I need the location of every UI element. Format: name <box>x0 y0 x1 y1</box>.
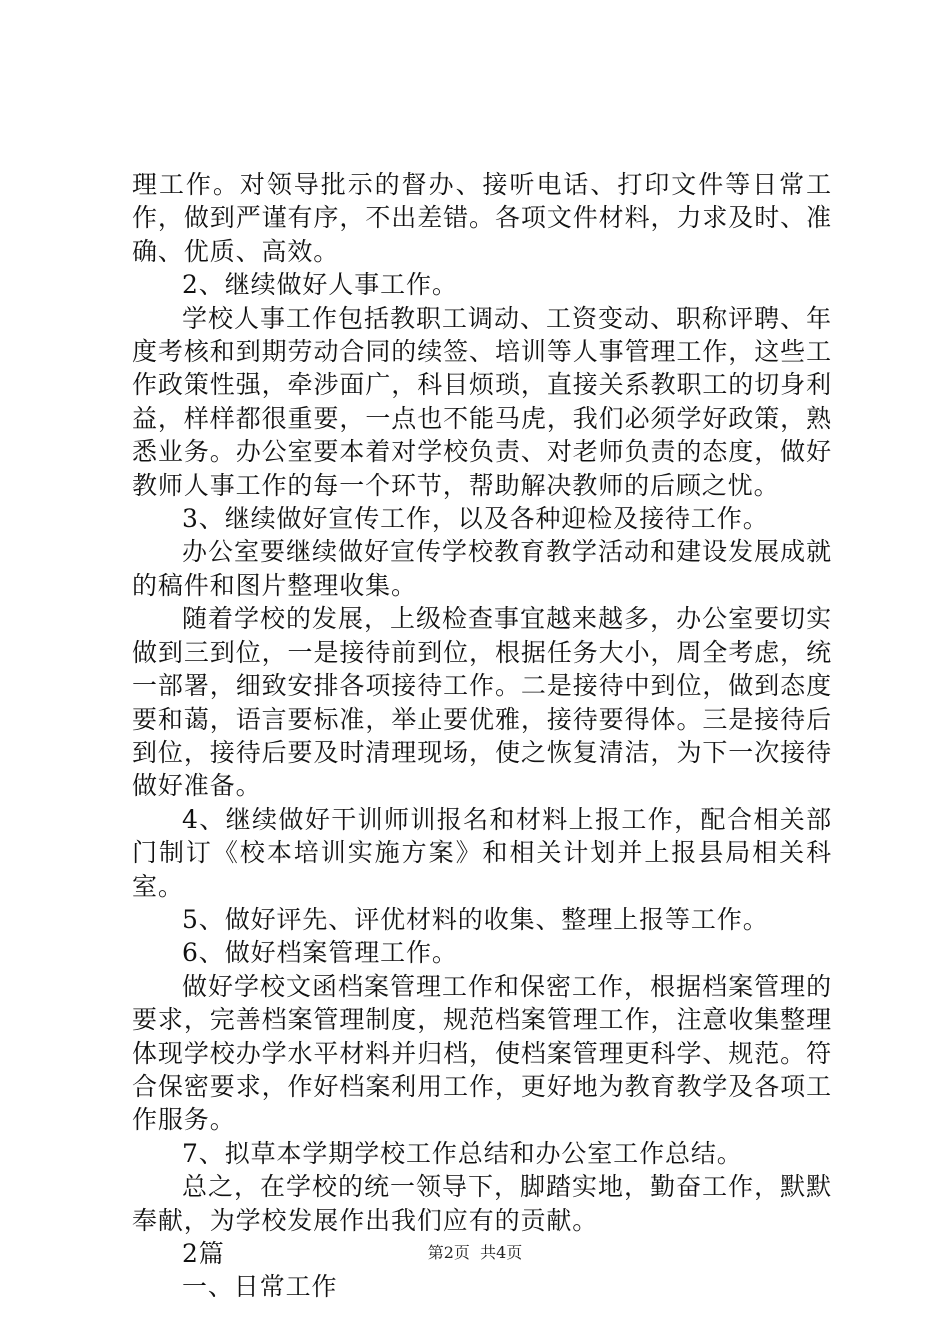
section-heading-daily-work: 一、日常工作 <box>182 1272 338 1302</box>
paragraph-continuation: 理工作。对领导批示的督办、接听电话、打印文件等日常工作，做到严谨有序，不出差错。各项文件材料，力求及时、准确、优质、高效。 <box>132 170 832 266</box>
paragraph: 做好学校文函档案管理工作和保密工作，根据档案管理的要求，完善档案管理制度，规范档案管理工作，注意收集整理体现学校办学水平材料并归档，使档案管理更科学、规范。符合保密要求，作好档案利用工作，更好地为教育教学及各项工作服务。 <box>132 971 832 1135</box>
section-heading-3: 3、继续做好宣传工作，以及各种迎检及接待工作。 <box>182 504 769 534</box>
paragraph: 随着学校的发展，上级检查事宜越来越多，办公室要切实做到三到位，一是接待前到位，根据任务大小，周全考虑，统一部署，细致安排各项接待工作。二是接待中到位，做到态度要和蔼，语言要标准，举止要优雅，接待要得体。三是接待后到位，接待后要及时清理现场，使之恢复清洁，为下一次接待做好准备。 <box>132 604 832 801</box>
paragraph-conclusion: 总之，在学校的统一领导下，脚踏实地，勤奋工作，默默奉献，为学校发展作出我们应有的贡献。 <box>132 1172 832 1235</box>
section-heading-4: 4、继续做好干训师训报名和材料上报工作，配合相关部门制订《校本培训实施方案》和相关计划并上报县局相关科室。 <box>132 804 832 901</box>
part-heading: 2篇 <box>182 1239 225 1268</box>
paragraph: 办公室要继续做好宣传学校教育教学活动和建设发展成就的稿件和图片整理收集。 <box>132 537 832 600</box>
section-heading-7: 7、拟草本学期学校工作总结和办公室工作总结。 <box>182 1138 743 1168</box>
section-heading-5: 5、做好评先、评优材料的收集、整理上报等工作。 <box>182 904 769 934</box>
document-body <box>132 168 832 1304</box>
paragraph: 学校人事工作包括教职工调动、工资变动、职称评聘、年度考核和到期劳动合同的续签、培训等人事管理工作，这些工作政策性强，牵涉面广，科目烦琐，直接关系教职工的切身利益，样样都很重要，一点也不能马虎，我们必须学好政策，熟悉业务。办公室要本着对学校负责、对老师负责的态度，做好教师人事工作的每一个环节，帮助解决教师的后顾之忧。 <box>132 303 832 500</box>
section-heading-2: 2、继续做好人事工作。 <box>182 270 458 300</box>
section-heading-6: 6、做好档案管理工作。 <box>182 938 458 968</box>
page-footer <box>0 1243 950 1263</box>
page-number: 第2页 共4页 <box>427 1243 523 1262</box>
